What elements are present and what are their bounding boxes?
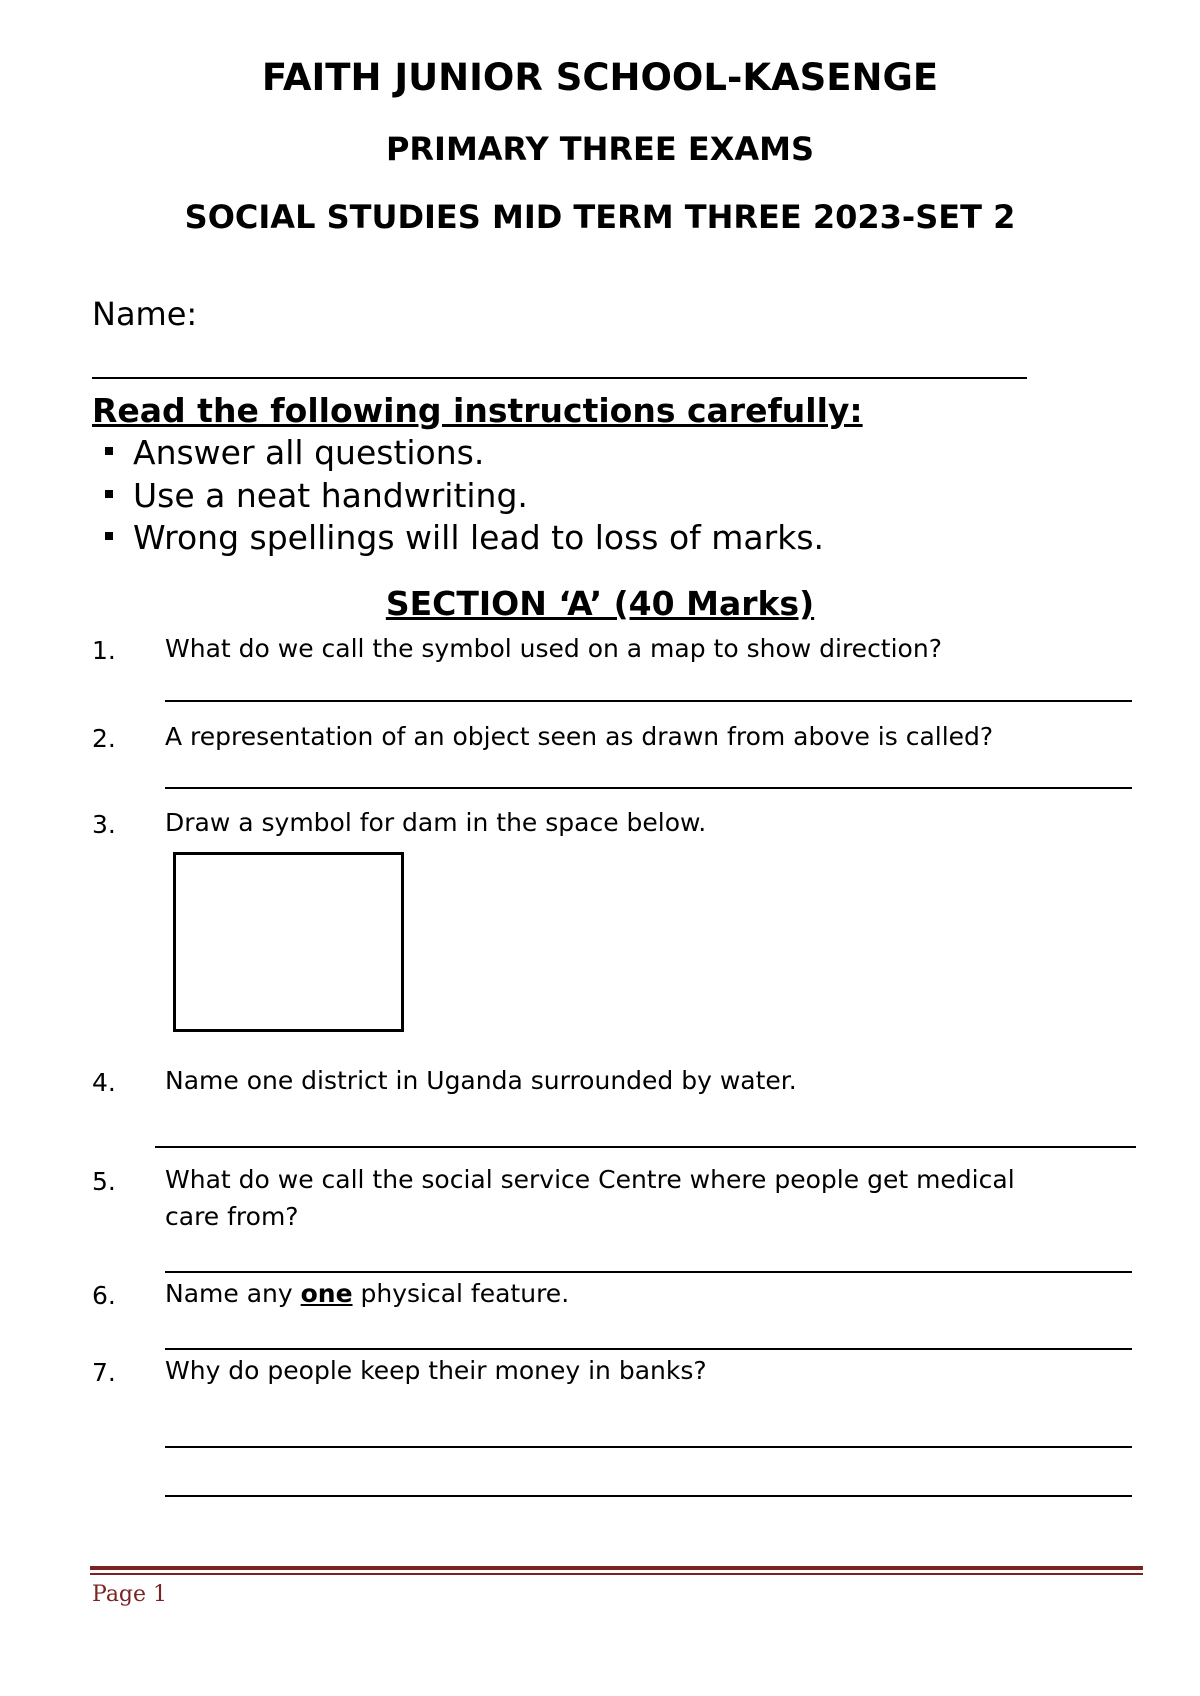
- question-number: 1.: [92, 636, 116, 665]
- instruction-item: Answer all questions.: [105, 433, 484, 472]
- question-number: 6.: [92, 1281, 116, 1310]
- answer-line[interactable]: [165, 1271, 1132, 1273]
- name-answer-line[interactable]: [92, 377, 1027, 379]
- question-text: Why do people keep their money in banks?: [165, 1356, 707, 1385]
- answer-line[interactable]: [165, 787, 1132, 789]
- instructions-heading: Read the following instructions carefully:: [92, 391, 863, 430]
- drawing-box[interactable]: [173, 852, 404, 1032]
- instruction-item: Wrong spellings will lead to loss of marks.: [105, 518, 824, 557]
- school-name: FAITH JUNIOR SCHOOL-KASENGE: [261, 56, 939, 99]
- question-text: A representation of an object seen as drawn from above is called?: [165, 722, 994, 751]
- footer-rule: [90, 1573, 1143, 1575]
- question-number: 7.: [92, 1358, 116, 1387]
- bullet-icon: [105, 447, 113, 455]
- section-heading: SECTION ‘A’ (40 Marks): [385, 584, 815, 623]
- answer-line[interactable]: [165, 1446, 1132, 1448]
- instruction-item: Use a neat handwriting.: [105, 476, 528, 515]
- question-number: 2.: [92, 724, 116, 753]
- bullet-icon: [105, 532, 113, 540]
- name-label: Name:: [92, 295, 198, 333]
- subject-title: SOCIAL STUDIES MID TERM THREE 2023-SET 2: [184, 198, 1016, 236]
- question-number: 3.: [92, 810, 116, 839]
- answer-line[interactable]: [155, 1146, 1136, 1148]
- question-text-line-2: care from?: [165, 1202, 299, 1231]
- bullet-icon: [105, 490, 113, 498]
- footer-rule: [90, 1566, 1143, 1570]
- question-text-line-1: What do we call the social service Centre where people get medical: [165, 1165, 1015, 1194]
- question-text: Name one district in Uganda surrounded by water.: [165, 1066, 797, 1095]
- question-text: What do we call the symbol used on a map to show direction?: [165, 634, 942, 663]
- answer-line[interactable]: [165, 1348, 1132, 1350]
- emphasized-word: one: [300, 1279, 353, 1308]
- question-text: Name any one physical feature.: [165, 1279, 570, 1308]
- question-number: 5.: [92, 1167, 116, 1196]
- exam-title: PRIMARY THREE EXAMS: [385, 130, 815, 168]
- answer-line[interactable]: [165, 1495, 1132, 1497]
- question-text: Draw a symbol for dam in the space below.: [165, 808, 707, 837]
- question-number: 4.: [92, 1068, 116, 1097]
- answer-line[interactable]: [165, 700, 1132, 702]
- page-number: Page 1: [92, 1582, 168, 1607]
